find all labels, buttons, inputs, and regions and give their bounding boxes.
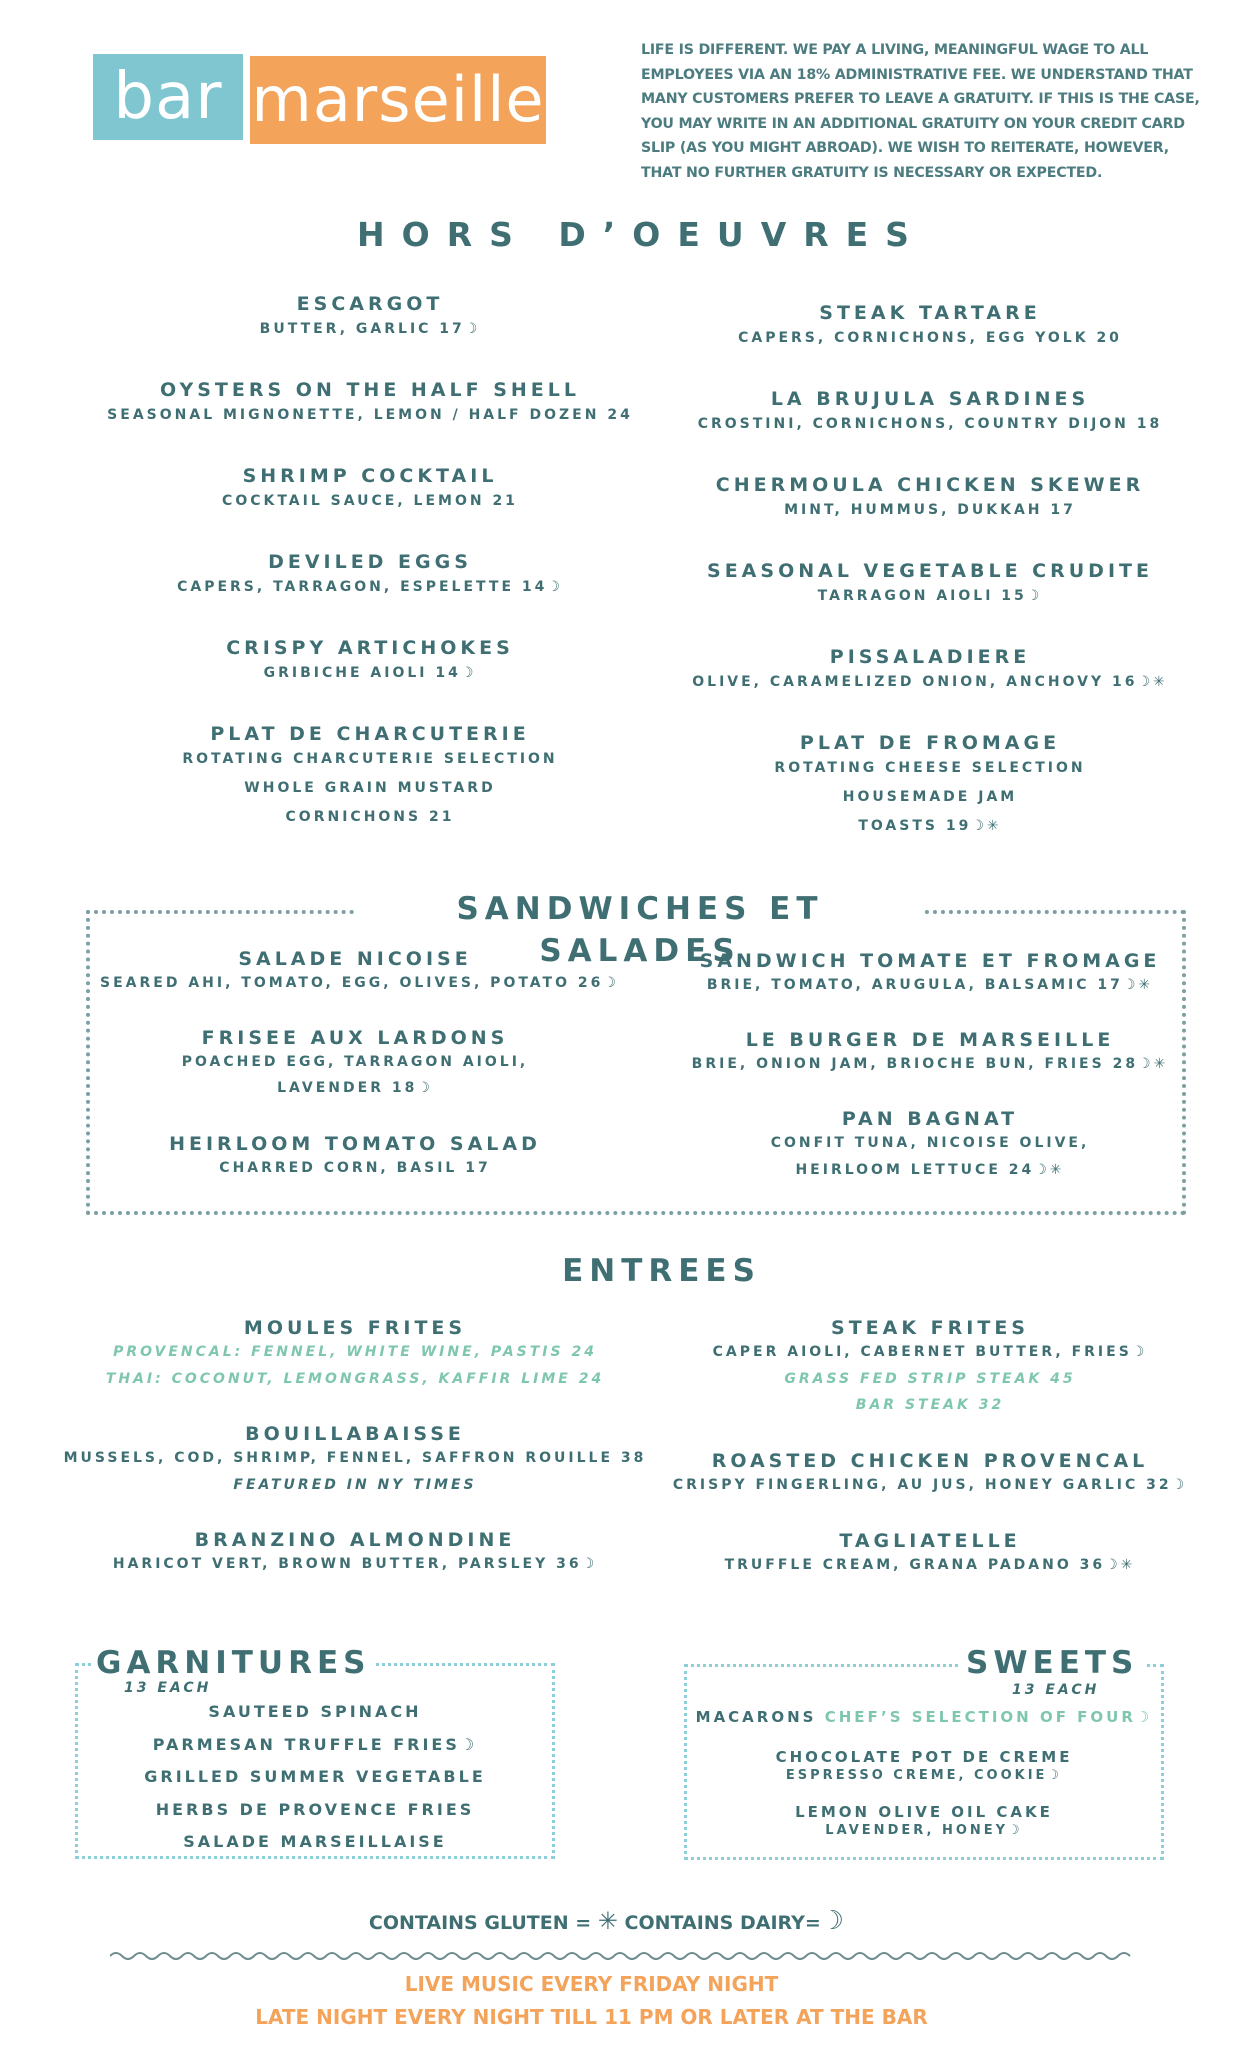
item-name: BRANZINO ALMONDINE — [194, 1529, 516, 1551]
item-note: FEATURED IN NY TIMES — [233, 1477, 477, 1493]
item-desc: WHOLE GRAIN MUSTARD — [244, 780, 496, 796]
item-name: CHERMOULA CHICKEN SKEWER — [715, 474, 1145, 496]
section-title-hors: HORS D’OEUVRES — [357, 215, 926, 254]
logo-bar: bar — [93, 54, 243, 140]
item-desc: COCKTAIL SAUCE, LEMON 21 — [222, 493, 518, 509]
item-desc: CAPER AIOLI, CABERNET BUTTER, FRIES☽ — [712, 1344, 1148, 1360]
item-desc: ROTATING CHARCUTERIE SELECTION — [182, 751, 558, 767]
item-desc: CHARRED CORN, BASIL 17 — [219, 1160, 491, 1176]
sweets-list — [684, 1704, 1164, 1840]
garnitures-price: 13 EACH — [124, 1680, 212, 1696]
item-name: STEAK TARTARE — [819, 302, 1041, 324]
logo-marseille: marseille — [250, 56, 546, 144]
entrees-left-column — [60, 1317, 650, 1578]
legend-dairy-label: CONTAINS DAIRY= — [617, 1912, 821, 1934]
item-name: PLAT DE CHARCUTERIE — [210, 723, 530, 745]
item-desc: TARRAGON AIOLI 15☽ — [817, 588, 1043, 604]
allergen-legend — [0, 1906, 1243, 1936]
item-desc-italic: BAR STEAK 32 — [855, 1397, 1005, 1413]
item-desc: HARICOT VERT, BROWN BUTTER, PARSLEY 36☽ — [112, 1556, 598, 1572]
item-desc: SEARED AHI, TOMATO, EGG, OLIVES, POTATO 26☽ — [100, 975, 619, 991]
item-desc: ROTATING CHEESE SELECTION — [774, 760, 1086, 776]
garniture-item: SAUTEED SPINACH — [208, 1702, 422, 1721]
section-title-sandwiches: SANDWICHES ET SALADES — [355, 888, 925, 972]
garniture-item: HERBS DE PROVENCE FRIES — [155, 1799, 475, 1819]
garniture-item: SALADE MARSEILLAISE — [183, 1832, 447, 1851]
sweets-price: 13 EACH — [1012, 1682, 1100, 1698]
item-name: ESCARGOT — [296, 293, 444, 315]
sandwiches-left-column — [100, 948, 619, 1182]
item-name: ROASTED CHICKEN PROVENCAL — [711, 1450, 1149, 1472]
menu-item — [660, 1029, 1200, 1108]
garniture-item: PARMESAN TRUFFLE FRIES☽ — [152, 1734, 478, 1754]
menu-item — [660, 1317, 1200, 1450]
menu-item — [40, 551, 700, 637]
menu-item — [100, 1133, 610, 1182]
item-name: PISSALADIERE — [829, 646, 1031, 668]
menu-item — [660, 560, 1200, 646]
menu-item — [660, 950, 1200, 1029]
item-name: STEAK FRITES — [831, 1317, 1029, 1339]
item-desc: CONFIT TUNA, NICOISE OLIVE, — [770, 1135, 1090, 1151]
item-name: BOUILLABAISSE — [245, 1423, 465, 1445]
item-desc: CAPERS, CORNICHONS, EGG YOLK 20 — [738, 330, 1122, 346]
item-desc: SEASONAL MIGNONETTE, LEMON / HALF DOZEN 24 — [107, 407, 633, 423]
menu-item — [40, 465, 700, 551]
item-name: MACARONS — [695, 1708, 817, 1726]
garniture-item: GRILLED SUMMER VEGETABLE — [144, 1767, 486, 1786]
section-title-garnitures: GARNITURES — [92, 1643, 374, 1683]
gluten-icon: ✳ — [597, 1907, 618, 1935]
item-name: SHRIMP COCKTAIL — [242, 465, 498, 487]
entrees-right-column — [660, 1317, 1200, 1579]
footer-late-night: LATE NIGHT EVERY NIGHT TILL 11 PM OR LATER AT THE BAR — [255, 2005, 928, 2029]
item-name: SANDWICH TOMATE ET FROMAGE — [699, 950, 1161, 972]
item-desc: TRUFFLE CREAM, GRANA PADANO 36☽✳ — [724, 1557, 1136, 1573]
menu-item — [660, 1530, 1200, 1579]
menu-item — [660, 1108, 1200, 1183]
item-name: LEMON OLIVE OIL CAKE — [795, 1803, 1053, 1821]
item-name: CHOCOLATE POT DE CREME — [775, 1748, 1073, 1766]
menu-item — [40, 723, 700, 832]
item-name: PLAT DE FROMAGE — [799, 732, 1061, 754]
item-name: SEASONAL VEGETABLE CRUDITE — [707, 560, 1153, 582]
item-name: FRISEE AUX LARDONS — [201, 1027, 509, 1049]
item-desc-italic: GRASS FED STRIP STEAK 45 — [784, 1371, 1076, 1387]
item-desc-italic: THAI: COCONUT, LEMONGRASS, KAFFIR LIME 24 — [105, 1371, 605, 1387]
menu-item — [60, 1317, 650, 1423]
item-name: OYSTERS ON THE HALF SHELL — [160, 379, 580, 401]
menu-item — [660, 474, 1200, 560]
item-desc: LAVENDER 18☽ — [277, 1080, 433, 1096]
item-desc: BRIE, ONION JAM, BRIOCHE BUN, FRIES 28☽✳ — [691, 1056, 1169, 1072]
item-name: TAGLIATELLE — [839, 1530, 1021, 1552]
section-title-sweets: SWEETS — [960, 1643, 1144, 1683]
item-desc: HEIRLOOM LETTUCE 24☽✳ — [795, 1162, 1065, 1178]
hors-right-column — [660, 302, 1200, 841]
wave-divider — [110, 1948, 1135, 1964]
footer-live-music: LIVE MUSIC EVERY FRIDAY NIGHT — [404, 1972, 779, 1996]
menu-item — [660, 388, 1200, 474]
menu-item — [40, 379, 700, 465]
sweet-item — [684, 1803, 1164, 1840]
menu-item — [60, 1423, 650, 1529]
item-name: PAN BAGNAT — [841, 1108, 1019, 1130]
item-desc: BRIE, TOMATO, ARUGULA, BALSAMIC 17☽✳ — [706, 977, 1154, 993]
item-desc: POACHED EGG, TARRAGON AIOLI, — [181, 1054, 529, 1070]
item-desc: HOUSEMADE JAM — [842, 789, 1018, 805]
menu-item — [100, 1027, 610, 1133]
section-title-entrees: ENTREES — [562, 1253, 761, 1289]
item-desc: LAVENDER, HONEY☽ — [825, 1823, 1023, 1838]
item-desc: GRIBICHE AIOLI 14☽ — [263, 665, 477, 681]
item-desc: MINT, HUMMUS, DUKKAH 17 — [784, 502, 1076, 518]
moon-icon: ☽ — [820, 1906, 845, 1936]
gratuity-notice: LIFE IS DIFFERENT. WE PAY A LIVING, MEANINGFUL WAGE TO ALL EMPLOYEES VIA AN 18% ADMINISTRATIVE FEE. WE UNDERSTAND THAT MANY CUSTOMERS PREFER TO LEAVE A GRATUITY. IF THIS IS THE CASE, YOU MAY WRITE IN AN ADDITIONAL GRATUITY ON YOUR CREDIT CARD SLIP (AS YOU MIGHT ABROAD). WE WISH TO REITERATE, HOWEVER, THAT NO FURTHER GRATUITY IS NECESSARY OR EXPECTED. — [641, 42, 1200, 181]
menu-item — [660, 646, 1200, 732]
menu-item — [660, 732, 1200, 841]
item-name: LE BURGER DE MARSEILLE — [745, 1029, 1115, 1051]
menu-item — [60, 1529, 650, 1578]
item-name: SALADE NICOISE — [238, 948, 472, 970]
hors-left-column — [40, 293, 700, 832]
item-desc: CORNICHONS 21 — [285, 809, 455, 825]
menu-item — [40, 637, 700, 723]
item-desc: BUTTER, GARLIC 17☽ — [259, 321, 481, 337]
item-name: CRISPY ARTICHOKES — [226, 637, 514, 659]
item-desc: CROSTINI, CORNICHONS, COUNTRY DIJON 18 — [697, 416, 1163, 432]
item-desc: TOASTS 19☽✳ — [858, 818, 1002, 834]
garnitures-list — [75, 1696, 555, 1859]
menu-item — [100, 948, 619, 1027]
item-desc: CRISPY FINGERLING, AU JUS, HONEY GARLIC 32☽ — [672, 1477, 1188, 1493]
sweet-item — [684, 1748, 1164, 1785]
menu-item — [40, 293, 700, 379]
sweet-item-macarons — [684, 1704, 1164, 1730]
item-desc: ESPRESSO CREME, COOKIE☽ — [785, 1768, 1063, 1783]
item-name: LA BRUJULA SARDINES — [770, 388, 1090, 410]
item-desc-highlight: CHEF’S SELECTION OF FOUR☽ — [824, 1708, 1153, 1726]
sandwiches-right-column — [660, 950, 1200, 1183]
item-desc: CAPERS, TARRAGON, ESPELETTE 14☽ — [177, 579, 563, 595]
item-name: HEIRLOOM TOMATO SALAD — [169, 1133, 541, 1155]
item-desc: MUSSELS, COD, SHRIMP, FENNEL, SAFFRON ROUILLE 38 — [63, 1450, 647, 1466]
item-name: MOULES FRITES — [243, 1317, 467, 1339]
legend-gluten-label: CONTAINS GLUTEN = — [368, 1912, 598, 1934]
item-name: DEVILED EGGS — [268, 551, 472, 573]
item-desc-italic: PROVENCAL: FENNEL, WHITE WINE, PASTIS 24 — [113, 1344, 597, 1360]
menu-item — [660, 302, 1200, 388]
menu-item — [660, 1450, 1200, 1530]
item-desc: OLIVE, CARAMELIZED ONION, ANCHOVY 16☽✳ — [692, 674, 1168, 690]
